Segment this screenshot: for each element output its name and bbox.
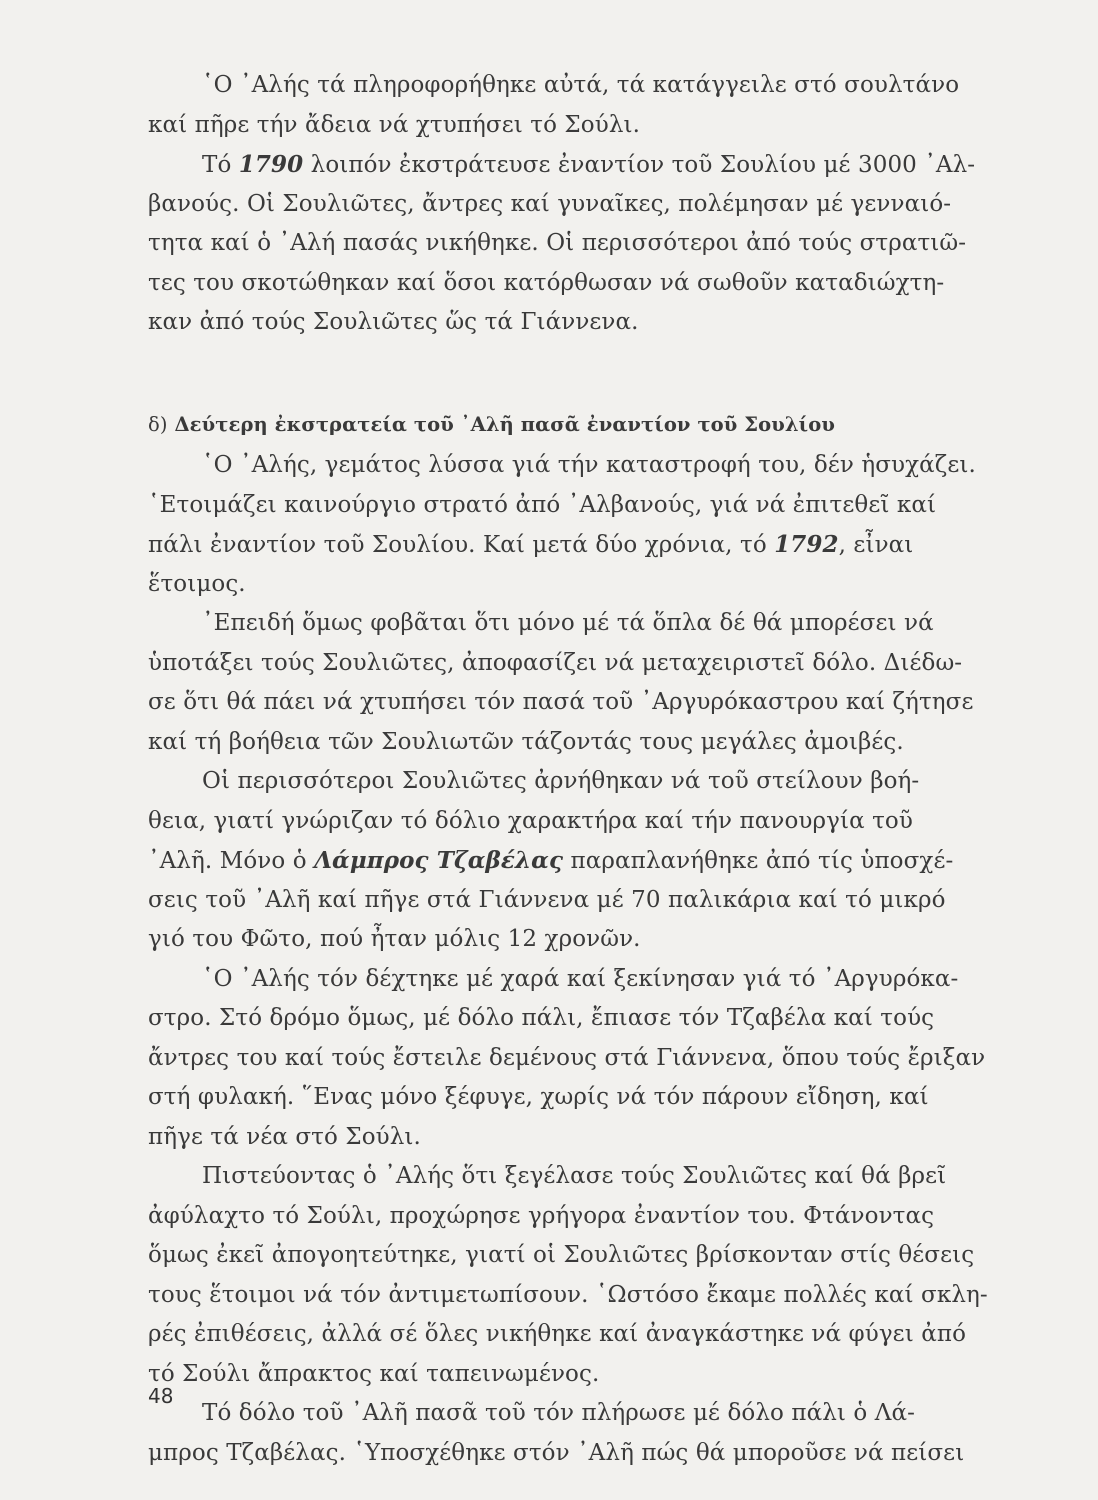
text-line: ρές ἐπιθέσεις, ἀλλά σέ ὅλες νικήθηκε καί ἀναγκάστηκε νά φύγει ἀπό [148, 1321, 967, 1347]
text-line: καν ἀπό τούς Σουλιῶτες ὥς τά Γιάννενα. [148, 309, 639, 335]
text-line: ῾Ο ᾿Αλής τά πληροφορήθηκε αὐτά, τά κατάγγειλε στό σουλτάνο [202, 72, 960, 98]
text-line: ῾Ο ᾿Αλής τόν δέχτηκε μέ χαρά καί ξεκίνησαν γιά τό ᾿Αργυρόκα- [202, 965, 959, 992]
text-line: στή φυλακή. ῞Ενας μόνο ξέφυγε, χωρίς νά τόν πάρουν εἴδηση, καί [148, 1084, 929, 1110]
text-line: ὅμως ἐκεῖ ἀπογοητεύτηκε, γιατί οἱ Σουλιῶτες βρίσκονταν στίς θέσεις [148, 1242, 975, 1268]
text-line: ῾Ετοιμάζει καινούργιο στρατό ἀπό ᾿Αλβανούς, γιά νά ἐπιτεθεῖ καί [148, 491, 937, 518]
text-line: βανούς. Οἱ Σουλιῶτες, ἄντρες καί γυναῖκες, πολέμησαν μέ γενναιό- [148, 190, 952, 217]
paragraph [148, 446, 1006, 604]
text-line: τητα καί ὁ ᾿Αλή πασάς νικήθηκε. Οἱ περισσότεροι ἀπό τούς στρατιῶ- [148, 230, 967, 256]
text-line: τους ἕτοιμοι νά τόν ἀντιμετωπίσουν. ῾Ωστόσο ἔκαμε πολλές καί σκλη- [148, 1281, 988, 1308]
text-line: καί πῆρε τήν ἄδεια νά χτυπήσει τό Σούλι. [148, 111, 641, 138]
text-line: στρο. Στό δρόμο ὅμως, μέ δόλο πάλι, ἔπιασε τόν Τζαβέλα καί τούς [148, 1005, 935, 1031]
text-line: σε ὅτι θά πάει νά χτυπήσει τόν πασά τοῦ ᾿Αργυρόκαστρου καί ζήτησε [148, 689, 974, 715]
text-line: καί τή βοήθεια τῶν Σουλιωτῶν τάζοντάς τους μεγάλες ἀμοιβές. [148, 728, 904, 755]
text-line: θεια, γιατί γνώριζαν τό δόλιο χαρακτήρα καί τήν πανουργία τοῦ [148, 807, 913, 834]
page-number: 48 [148, 1384, 174, 1408]
paragraph [148, 762, 1006, 960]
text-line: Πιστεύοντας ὁ ᾿Αλής ὅτι ξεγέλασε τούς Σουλιῶτες καί θά βρεῖ [202, 1163, 947, 1189]
year-1792: 1792 [774, 531, 839, 558]
text-line: τες του σκοτώθηκαν καί ὅσοι κατόρθωσαν νά σωθοῦν καταδιώχτη- [148, 269, 945, 296]
page-body [148, 66, 1006, 1473]
text-line: γιό του Φῶτο, πού ἦταν μόλις 12 χρονῶν. [148, 926, 641, 952]
paragraph [148, 145, 1006, 343]
text-line: Τό δόλο τοῦ ᾿Αλῆ πασᾶ τοῦ τόν πλήρωσε μέ δόλο πάλι ὁ Λά- [202, 1400, 915, 1426]
text-line: πῆγε τά νέα στό Σούλι. [148, 1123, 421, 1150]
text-line: ῾Ο ᾿Αλής, γεμάτος λύσσα γιά τήν καταστροφή του, δέν ἡσυχάζει. [202, 452, 976, 478]
section-heading [148, 405, 1006, 445]
paragraph [148, 1157, 1006, 1394]
paragraph [148, 604, 1006, 762]
text-line: τό Σούλι ἄπρακτος καί ταπεινωμένος. [148, 1360, 600, 1387]
paragraph [148, 1394, 1006, 1473]
paragraph [148, 66, 1006, 145]
year-1790: 1790 [238, 151, 304, 178]
text-line: ὑποτάξει τούς Σουλιῶτες, ἀποφασίζει νά μεταχειριστεῖ δόλο. Διέδω- [148, 649, 963, 676]
text-line: Οἱ περισσότεροι Σουλιῶτες ἀρνήθηκαν νά τοῦ στείλουν βοή- [202, 768, 920, 794]
paragraph [148, 960, 1006, 1158]
text-line: ᾿Αλῆ. Μόνο ὁ Λάμπρος Τζαβέλας παραπλανήθηκε ἀπό τίς ὑποσχέ- [148, 847, 954, 874]
text-line: μπρος Τζαβέλας. ῾Υποσχέθηκε στόν ᾿Αλῆ πώς θά μποροῦσε νά πείσει [148, 1439, 965, 1466]
text-line: ἄντρες του καί τούς ἔστειλε δεμένους στά Γιάννενα, ὅπου τούς ἔριξαν [148, 1044, 986, 1071]
text-line: ἀφύλαχτο τό Σούλι, προχώρησε γρήγορα ἐναντίον του. Φτάνοντας [148, 1202, 935, 1229]
text-line: ᾿Επειδή ὅμως φοβᾶται ὅτι μόνο μέ τά ὅπλα δέ θά μπορέσει νά [202, 610, 934, 636]
text-line: πάλι ἐναντίον τοῦ Σουλίου. Καί μετά δύο χρόνια, τό 1792, εἶναι [148, 531, 914, 558]
section-label: δ) [148, 412, 168, 436]
text-line: σεις τοῦ ᾿Αλῆ καί πῆγε στά Γιάννενα μέ 70 παλικάρια καί τό μικρό [148, 886, 946, 913]
section-title: Δεύτερη ἐκστρατεία τοῦ ᾿Αλῆ πασᾶ ἐναντίον τοῦ Σουλίου [174, 412, 835, 436]
text-line: ἕτοιμος. [148, 570, 246, 597]
person-name: Λάμπρος Τζαβέλας [314, 847, 564, 874]
text-line: Τό 1790 λοιπόν ἐκστράτευσε ἐναντίον τοῦ Σουλίου μέ 3000 ᾿Αλ- [202, 151, 976, 178]
